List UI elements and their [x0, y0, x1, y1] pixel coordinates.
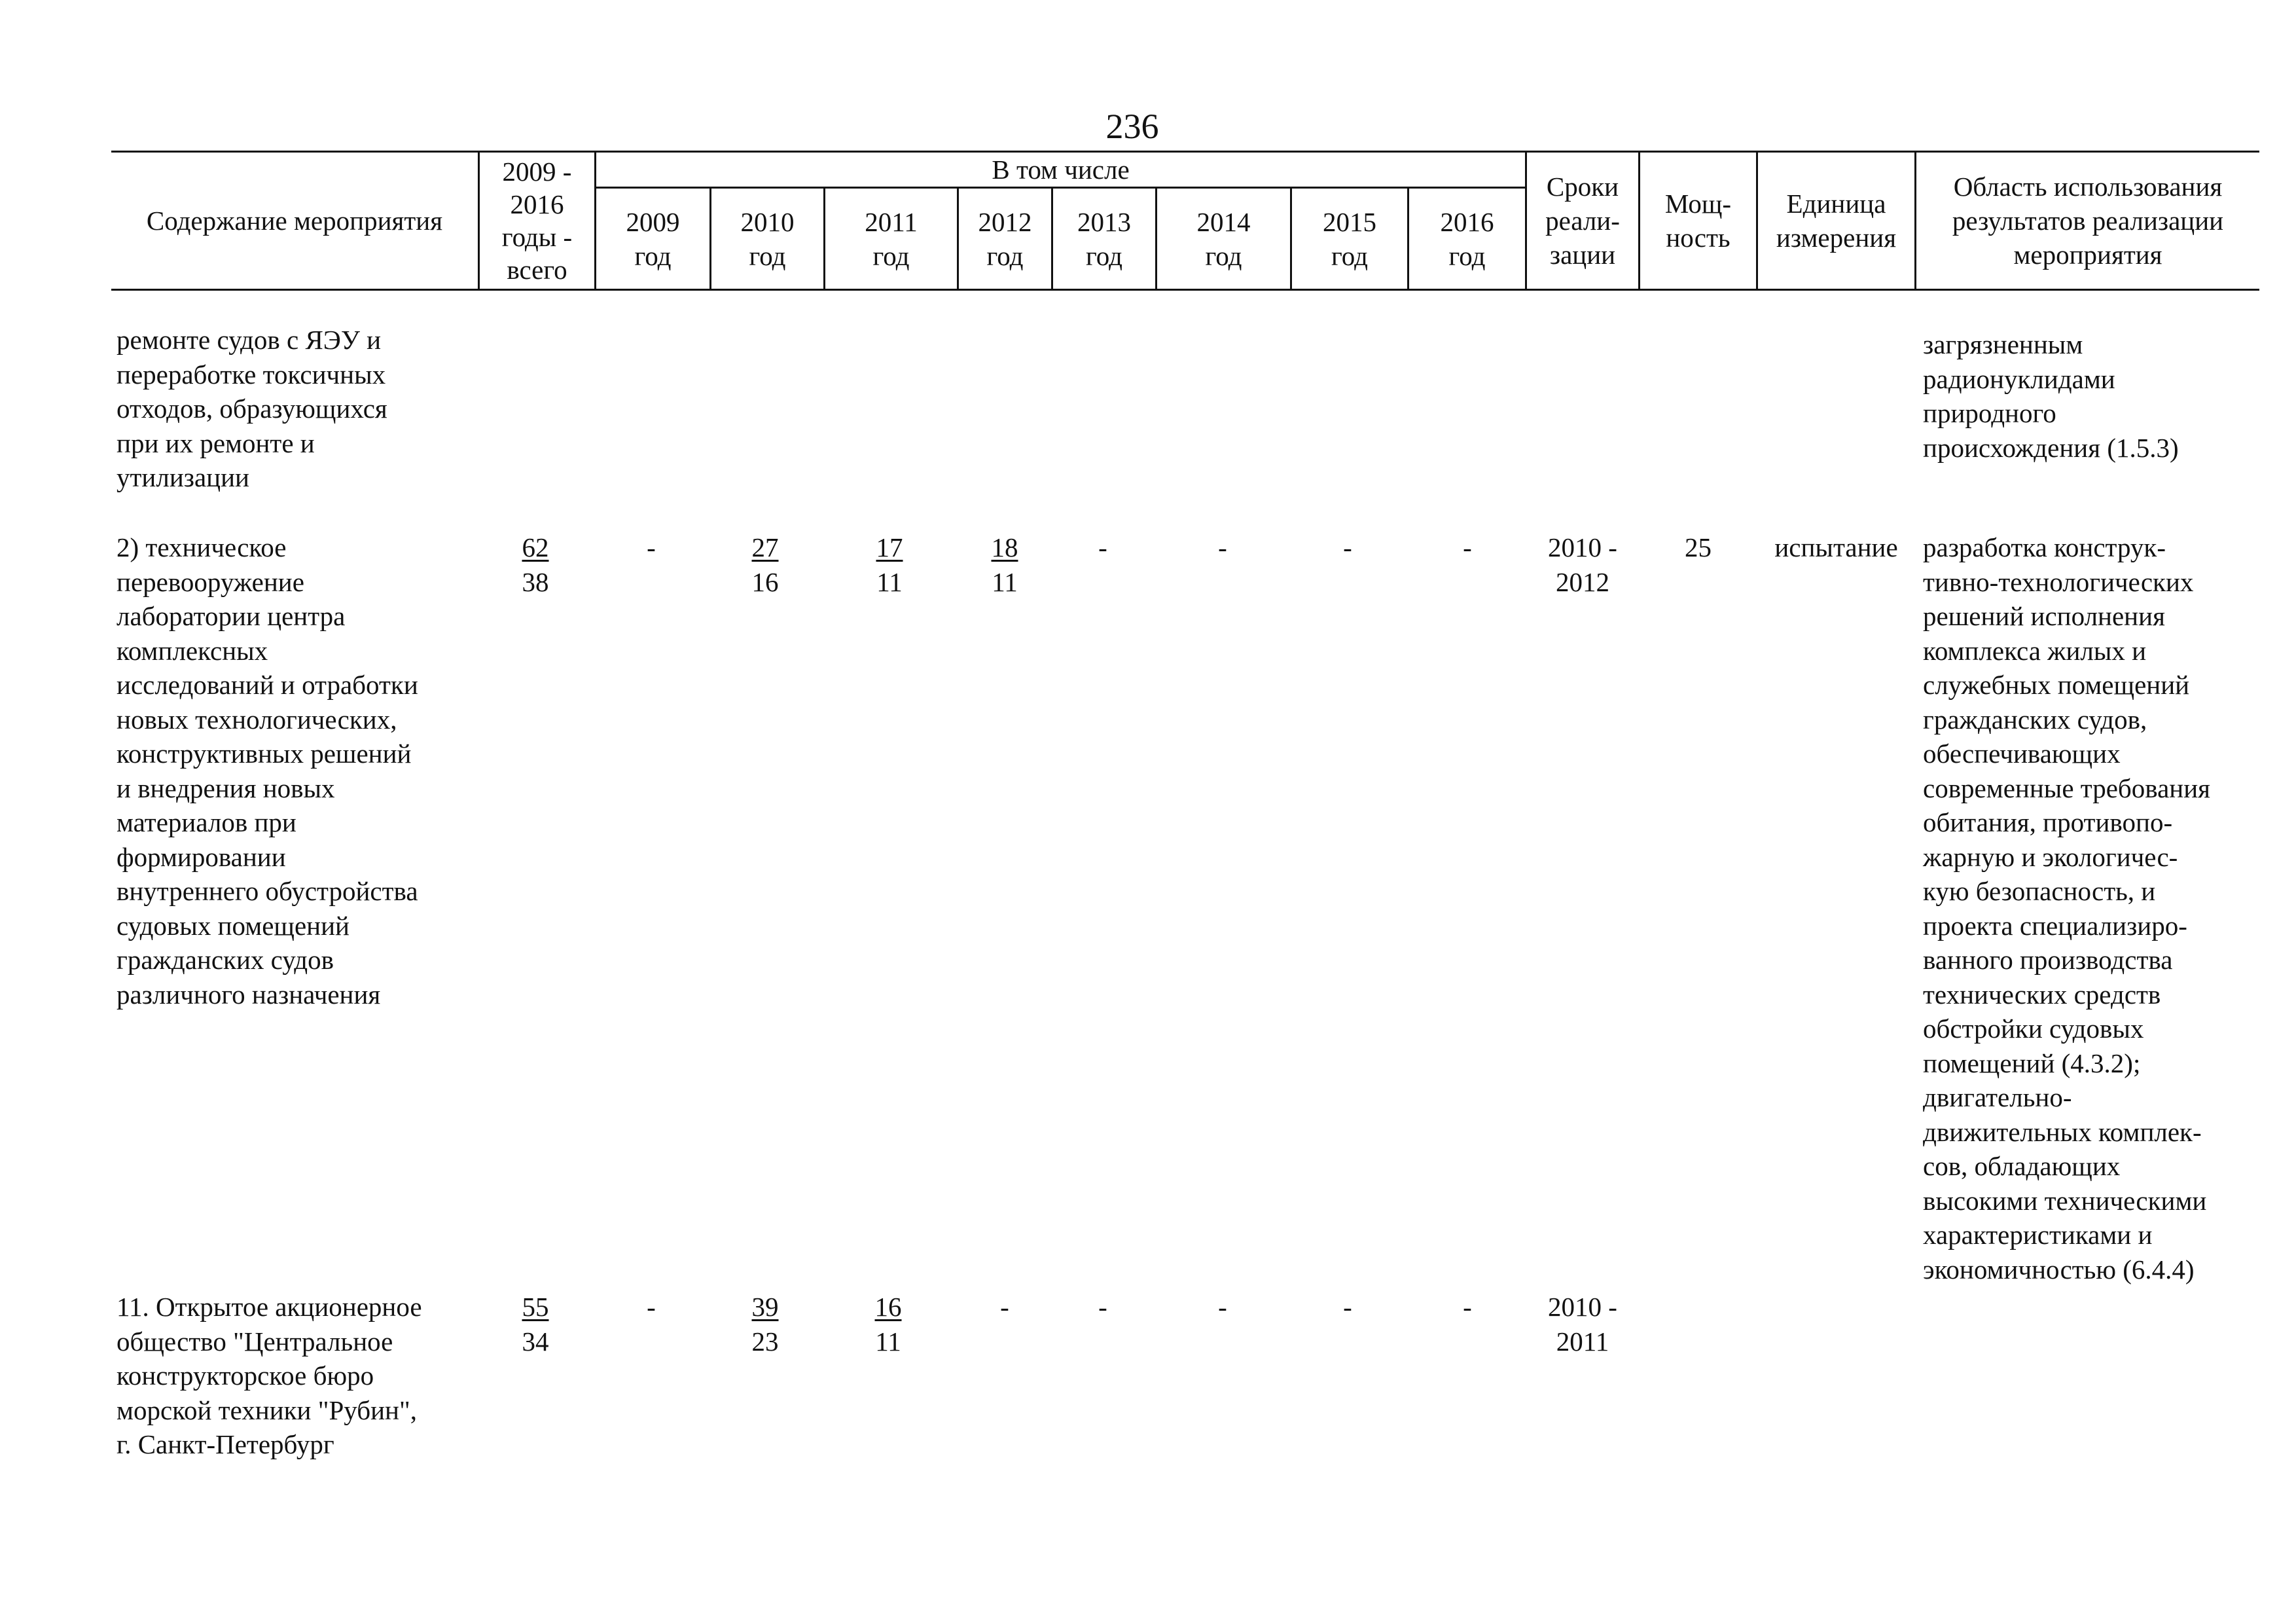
row2-content-line: материалов при: [117, 807, 296, 837]
row2-y2016: -: [1463, 532, 1472, 562]
row2-y2015: -: [1343, 532, 1352, 562]
row2-content-line: новых технологических,: [117, 704, 397, 735]
row2-area-line: движительных комплек-: [1923, 1116, 2202, 1147]
row2-y2012: [972, 530, 1037, 599]
row1-area-line: происхождения (1.5.3): [1923, 432, 2179, 463]
row3-y2010-bottom: 23: [751, 1326, 779, 1357]
row3-content-line: 11. Открытое акционерное: [117, 1292, 422, 1322]
row2-total: [503, 530, 568, 599]
row1-area-line: загрязненным: [1923, 329, 2083, 359]
row3-content-line: конструкторское бюро: [117, 1360, 374, 1391]
row3-terms: [1529, 1290, 1636, 1359]
header-year-2016: 2016 год: [1440, 206, 1494, 271]
row2-power: 25: [1685, 532, 1712, 562]
row3-y2010: [732, 1290, 798, 1359]
row2-total-bottom: 38: [522, 566, 549, 597]
row2-unit: испытание: [1774, 532, 1898, 562]
row1-content-line: ремонте судов с ЯЭУ и: [117, 325, 382, 355]
row1-content-line: утилизации: [117, 462, 249, 492]
row2-area-line: проекта специализиро-: [1923, 910, 2187, 941]
row2-content-line: 2) техническое: [117, 532, 287, 562]
row3-content-line: г. Санкт-Петербург: [117, 1429, 334, 1459]
row2-content-line: исследований и отработки: [117, 670, 418, 700]
row2-content-line: внутреннего обустройства: [117, 876, 418, 906]
header-bottom-rule: [111, 289, 2259, 291]
row3-y2016: -: [1463, 1292, 1472, 1322]
row3-y2011-top: 16: [874, 1292, 902, 1322]
row2-area-line: двигательно-: [1923, 1082, 2072, 1112]
row2-area: [1923, 530, 2210, 1286]
row1-content: [117, 323, 387, 495]
row2-y2011-bottom: 11: [876, 566, 903, 597]
row2-area-line: обеспечивающих: [1923, 739, 2121, 769]
row3-y2015: -: [1343, 1292, 1352, 1322]
row2-y2012-top: 18: [991, 532, 1018, 562]
row2-area-line: обстройки судовых: [1923, 1013, 2144, 1044]
header-terms: Сроки реали- зации: [1545, 172, 1620, 270]
row3-y2011-bottom: 11: [875, 1326, 901, 1357]
row2-content-line: конструктивных решений: [117, 739, 412, 769]
row2-content-line: различного назначения: [117, 979, 381, 1010]
row3-content-line: морской техники "Рубин",: [117, 1395, 417, 1425]
row2-content-line: и внедрения новых: [117, 773, 335, 803]
row2-y2011-top: 17: [876, 532, 903, 562]
row3-y2011: [855, 1290, 921, 1359]
row2-terms-line: 2010 -: [1548, 532, 1617, 562]
row2-area-line: характеристиками и: [1923, 1220, 2153, 1250]
header-year-2015: 2015 год: [1323, 206, 1376, 271]
row2-area-line: разработка конструк-: [1923, 532, 2166, 562]
row2-content-line: формировании: [117, 841, 286, 872]
header-year-2014: 2014 год: [1196, 206, 1251, 271]
header-unit: Единица измерения: [1776, 189, 1897, 253]
row2-area-line: технических средств: [1923, 979, 2161, 1010]
row2-area-line: жарную и экологичес-: [1923, 841, 2178, 872]
row2-y2010-top: 27: [751, 532, 779, 562]
header-year-2011: 2011 год: [865, 206, 918, 271]
header-area: Область использования результатов реализации мероприятия: [1952, 172, 2224, 270]
row2-area-line: сов, обладающих: [1923, 1151, 2121, 1181]
header-subgroup: В том числе: [992, 155, 1130, 185]
row3-y2009: -: [647, 1292, 656, 1322]
header-year-2012: 2012 год: [978, 206, 1032, 271]
row1-area-line: природного: [1923, 398, 2056, 428]
row2-area-line: комплекса жилых и: [1923, 635, 2147, 666]
row3-total-top: 55: [522, 1292, 549, 1322]
header-power: Мощ- ность: [1664, 189, 1732, 253]
row2-area-line: высокими техническими: [1923, 1185, 2207, 1216]
row3-terms-line: 2011: [1556, 1326, 1609, 1357]
row2-total-top: 62: [522, 532, 549, 562]
row2-content-line: судовых помещений: [117, 910, 350, 941]
row2-y2011: [857, 530, 922, 599]
row3-content: [117, 1290, 422, 1462]
row3-y2013: -: [1098, 1292, 1107, 1322]
row1-content-line: отходов, образующихся: [117, 393, 387, 424]
row2-area-line: служебных помещений: [1923, 670, 2190, 700]
header-year-2010: 2010 год: [740, 206, 795, 271]
row2-y2010-bottom: 16: [751, 566, 779, 597]
row1-area-line: радионуклидами: [1923, 363, 2115, 394]
row2-area-line: кую безопасность, и: [1923, 876, 2156, 906]
row1-content-line: при их ремонте и: [117, 428, 315, 458]
row2-content-line: лаборатории центра: [117, 601, 346, 631]
row2-area-line: обитания, противопо-: [1923, 807, 2173, 837]
row1-area: [1923, 327, 2179, 465]
row2-y2014: -: [1218, 532, 1227, 562]
row2-content: [117, 530, 418, 1012]
row3-y2012: -: [1000, 1292, 1009, 1322]
row3-y2010-top: 39: [751, 1292, 779, 1322]
row3-terms-line: 2010 -: [1548, 1292, 1617, 1322]
row2-area-line: гражданских судов,: [1923, 704, 2147, 735]
row2-area-line: экономичностью (6.4.4): [1923, 1254, 2195, 1285]
page-number: 236: [1105, 107, 1159, 146]
row3-total: [503, 1290, 568, 1359]
row2-y2013: -: [1098, 532, 1107, 562]
row2-terms-line: 2012: [1556, 566, 1609, 597]
row2-area-line: помещений (4.3.2);: [1923, 1048, 2141, 1078]
row2-content-line: комплексных: [117, 635, 268, 666]
row3-content-line: общество "Центральное: [117, 1326, 393, 1357]
row2-y2012-bottom: 11: [992, 566, 1018, 597]
row2-area-line: решений исполнения: [1923, 601, 2165, 631]
row2-area-line: тивно-технологических: [1923, 566, 2194, 597]
row1-content-line: переработке токсичных: [117, 359, 386, 390]
row2-terms: [1529, 530, 1636, 599]
row3-total-bottom: 34: [522, 1326, 549, 1357]
row3-y2014: -: [1218, 1292, 1227, 1322]
row2-area-line: современные требования: [1923, 773, 2211, 803]
header-year-2009: 2009 год: [626, 206, 680, 271]
row2-content-line: перевооружение: [117, 566, 304, 597]
row2-y2009: -: [647, 532, 656, 562]
header-year-2013: 2013 год: [1077, 206, 1131, 271]
header-content: Содержание мероприятия: [146, 206, 443, 236]
header-total: 2009 - 2016 годы - всего: [501, 156, 573, 285]
row2-y2010: [732, 530, 798, 599]
row2-content-line: гражданских судов: [117, 945, 334, 975]
row2-area-line: ванного производства: [1923, 945, 2173, 975]
